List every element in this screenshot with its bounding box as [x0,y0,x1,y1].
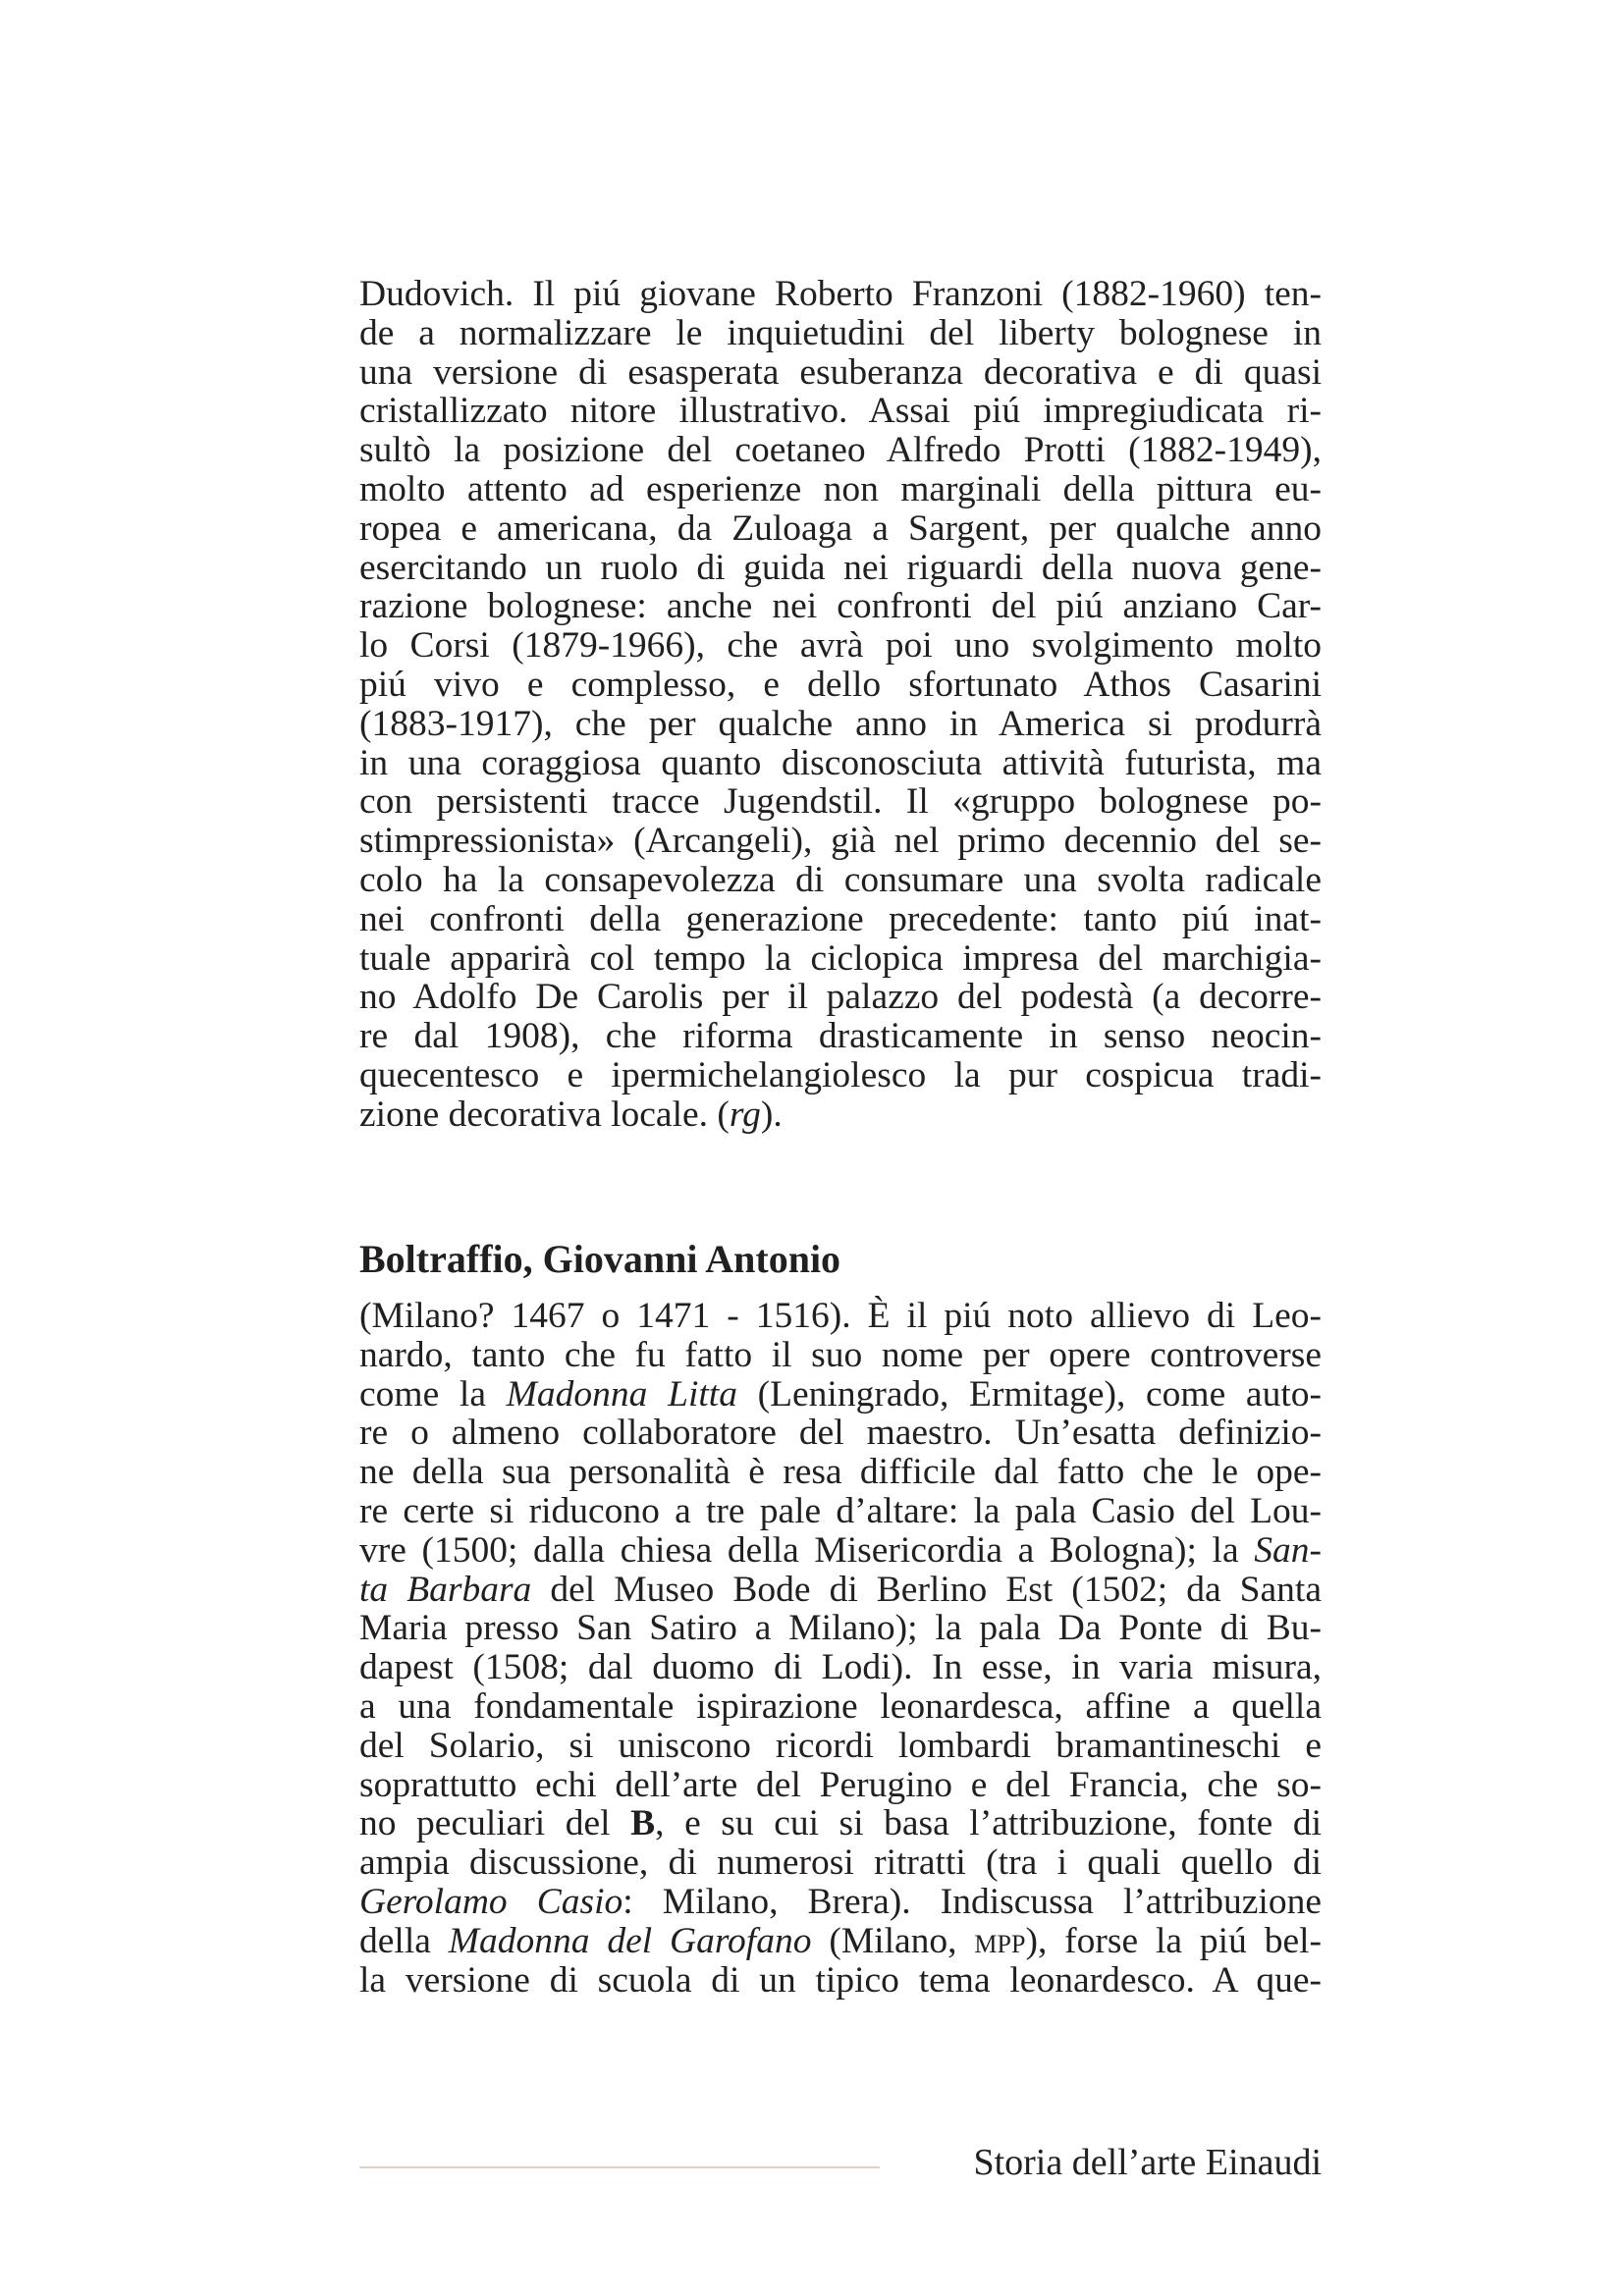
paragraph-liberty-bolognese [359,275,1322,1135]
text-run: : Milano, Brera). Indiscussa l’attribuzione [622,1881,1322,1922]
text-line: sultò la posizione del coetaneo Alfredo Protti (1882-1949), [359,430,1322,471]
artwork-title: Madonna del Garofano [448,1920,812,1961]
text-line: re certe si riducono a tre pale d’altare: la pala Casio del Lou- [359,1490,1322,1531]
text-line: tuale apparirà col tempo la ciclopica impresa del marchigia- [359,937,1322,979]
text-line: a una fondamentale ispirazione leonardesca, affine a quella [359,1685,1322,1727]
text-line: nei confronti della generazione precedente: tanto piú inat- [359,898,1322,939]
text-run: (Milano, [811,1920,975,1961]
text-run: vre (1500; dalla chiesa della Misericordia a Bologna); la [359,1529,1255,1571]
text-line: ropea e americana, da Zuloaga a Sargent, per qualche anno [359,507,1322,549]
artwork-title: San- [1254,1529,1322,1571]
text-line: una versione di esasperata esuberanza decorativa e di quasi [359,351,1322,393]
text-line: piú vivo e complesso, e dello sfortunato Athos Casarini [359,664,1322,705]
text-line [359,1804,1322,1843]
text-run: (Leningrado, Ermitage), come auto- [736,1373,1322,1415]
text-line-last [359,1095,1322,1135]
text-line: soprattutto echi dell’arte del Perugino e del Francia, che so- [359,1764,1322,1805]
text-line: lo Corsi (1879-1966), che avrà poi uno svolgimento molto [359,625,1322,667]
text-line: la versione di scuola di un tipico tema leonardesco. A que- [359,1959,1322,2001]
text-line [359,1531,1322,1571]
text-line: no Adolfo De Carolis per il palazzo del podestà (a decorre- [359,977,1322,1018]
text-line: dapest (1508; dal duomo di Lodi). In esse, in varia misura, [359,1647,1322,1688]
text-line: de a normalizzare le inquietudini del liberty bolognese in [359,312,1322,353]
text-run: del Museo Bode di Berlino Est (1502; da Santa [531,1569,1322,1610]
entry-abbreviation: B [630,1803,656,1844]
text-line: Maria presso San Satiro a Milano); la pala Da Ponte di Bu- [359,1608,1322,1649]
text-line: colo ha la consapevolezza di consumare una svolta radicale [359,859,1322,900]
author-initials: rg [729,1094,761,1135]
text-line: quecentesco e ipermichelangiolesco la pur cospicua tradi- [359,1054,1322,1095]
text-line [359,1375,1322,1415]
text-line: (Milano? 1467 o 1471 - 1516). È il piú noto allievo di Leo- [359,1296,1322,1336]
text-run: zione decorativa locale. ( [359,1094,730,1135]
text-line: ampia discussione, di numerosi ritratti (tra i quali quello di [359,1842,1322,1884]
text-line: molto attento ad esperienze non marginali della pittura eu- [359,468,1322,509]
text-line: con persistenti tracce Jugendstil. Il «gruppo bolognese po- [359,781,1322,823]
article-text [359,274,1322,2001]
artwork-title: ta Barbara [359,1569,532,1610]
text-line [359,1883,1322,1922]
text-line: in una coraggiosa quanto disconosciuta attività futurista, ma [359,742,1322,783]
text-line: del Solario, si uniscono ricordi lombardi bramantineschi e [359,1725,1322,1766]
text-line: esercitando un ruolo di guida nei riguardi della nuova gene- [359,547,1322,588]
text-run: ). [760,1094,783,1135]
text-run: della [359,1920,449,1961]
text-line: re o almeno collaboratore del maestro. Un’esatta definizio- [359,1413,1322,1454]
paragraph-boltraffio [359,1297,1322,2000]
footer-rule [359,2166,880,2168]
text-line: ne della sua personalità è resa difficile dal fatto che le ope- [359,1452,1322,1493]
text-line [359,1571,1322,1610]
artwork-title: Gerolamo Casio [359,1881,623,1922]
text-line: Dudovich. Il piú giovane Roberto Franzoni (1882-1960) ten- [359,274,1322,314]
text-line: (1883-1917), che per qualche anno in America si produrrà [359,703,1322,744]
text-line: re dal 1908), che riforma drasticamente in senso neocin- [359,1016,1322,1057]
text-line: cristallizzato nitore illustrativo. Assai piú impregiudicata ri- [359,391,1322,432]
artwork-title: Madonna Litta [506,1373,737,1415]
text-line: razione bolognese: anche nei confronti del piú anziano Car- [359,586,1322,627]
text-line: stimpressionista» (Arcangeli), già nel primo decennio del se- [359,821,1322,862]
text-run: come la [359,1373,507,1415]
text-line [359,1922,1322,1961]
text-line: nardo, tanto che fu fatto il suo nome per opere controverse [359,1334,1322,1375]
entry-heading: Boltraffio, Giovanni Antonio [359,1237,841,1281]
text-run: , e su cui si basa l’attribuzione, fonte di [655,1803,1322,1844]
footer-publisher-label: Storia dell’arte Einaudi [973,2142,1322,2183]
text-run: no peculiari del [359,1803,631,1844]
museum-abbreviation: mpp [974,1920,1026,1961]
text-run: ), forse la piú bel- [1025,1920,1322,1961]
